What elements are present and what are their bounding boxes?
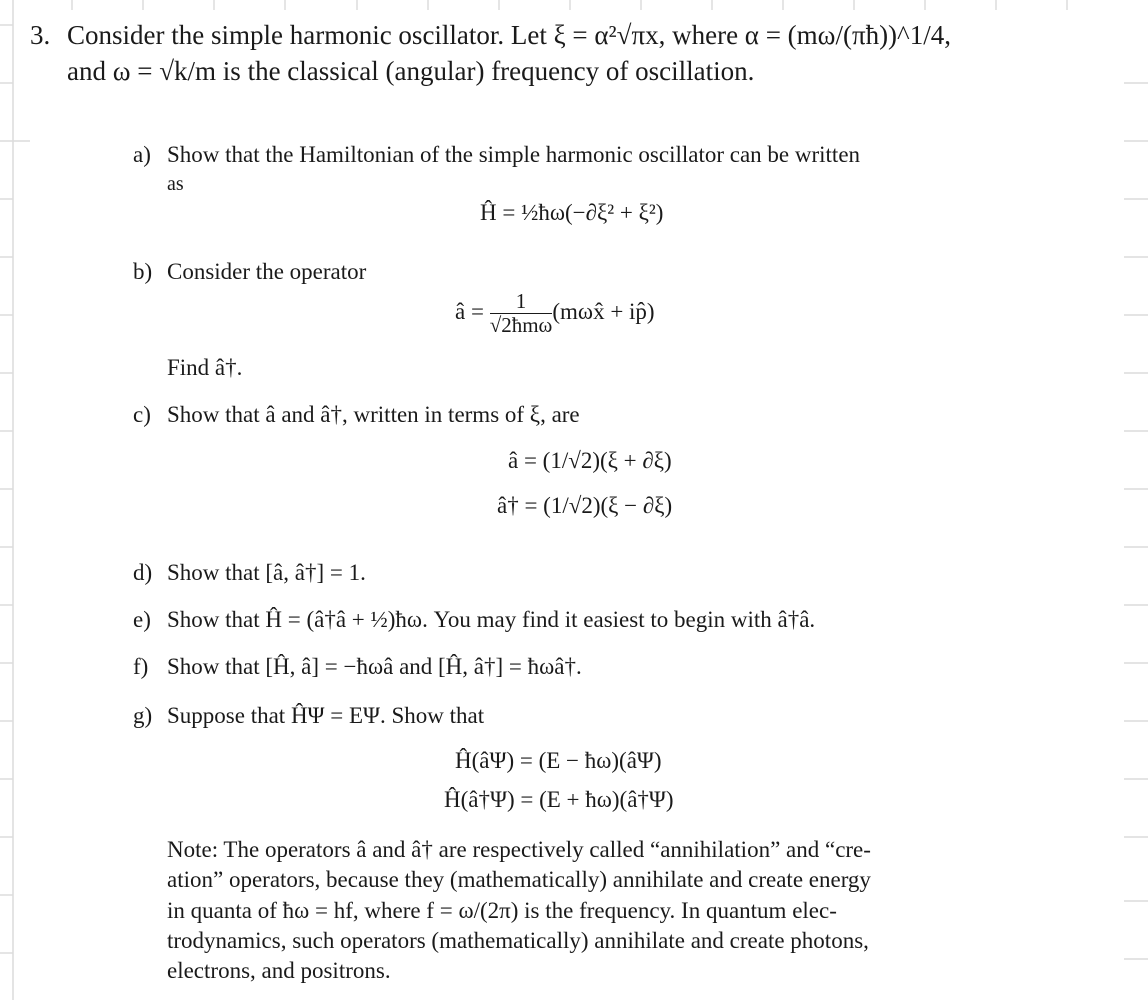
part-d-label: d) [133, 560, 153, 585]
part-a-label: a) [133, 142, 151, 167]
part-g-label: g) [133, 703, 153, 728]
lowering-operator-equation [455, 290, 655, 337]
part-g-text: Suppose that ĤΨ = EΨ. Show that [167, 703, 485, 728]
lowered-energy-equation: Ĥ(âΨ) = (E − ħω)(âΨ) [455, 748, 662, 773]
problem-intro-line2: and ω = √k/m is the classical (angular) frequency of oscillation. [67, 56, 755, 86]
note-line: electrons, and positrons. [167, 958, 391, 983]
part-a-text-cont: as [167, 173, 184, 195]
fraction [490, 290, 553, 337]
part-e-label: e) [133, 607, 151, 632]
part-c-label: c) [133, 402, 151, 427]
note-line: in quanta of ħω = hf, where f = ω/(2π) is the frequency. In quantum elec- [167, 898, 837, 923]
problem-number: 3. [30, 20, 51, 50]
part-d-text: Show that [â, â†] = 1. [167, 560, 366, 585]
part-a-text: Show that the Hamiltonian of the simple harmonic oscillator can be written [167, 142, 861, 167]
hamiltonian-equation: Ĥ = ½ħω(−∂ξ² + ξ²) [480, 200, 664, 225]
part-f-label: f) [133, 654, 149, 679]
part-b-label: b) [133, 259, 153, 284]
eq-lhs: â = [455, 298, 484, 324]
eq-rhs: (mωx̂ + ip̂) [552, 298, 655, 324]
fraction-denominator: √2ħmω [489, 313, 553, 338]
note-line: ation” operators, because they (mathematically) annihilate and create energy [167, 867, 871, 892]
fraction-numerator: 1 [490, 290, 553, 314]
part-c-text: Show that â and â†, written in terms of ξ, are [167, 402, 580, 427]
part-b-text: Consider the operator [167, 259, 367, 284]
note-line: trodynamics, such operators (mathematically) annihilate and create photons, [167, 928, 869, 953]
part-f-text: Show that [Ĥ, â] = −ħωâ and [Ĥ, â†] = ħωâ†. [167, 654, 582, 679]
part-b-find: Find â†. [167, 355, 243, 380]
note-line: Note: The operators â and â† are respectively called “annihilation” and “cre- [167, 837, 871, 862]
a-hat-xi-equation: â = (1/√2)(ξ + ∂ξ) [508, 448, 672, 473]
part-e-text: Show that Ĥ = (â†â + ½)ħω. You may find it easiest to begin with â†â. [167, 607, 816, 632]
a-dagger-xi-equation: â† = (1/√2)(ξ − ∂ξ) [497, 493, 673, 518]
raised-energy-equation: Ĥ(â†Ψ) = (E + ħω)(â†Ψ) [444, 787, 674, 812]
problem-intro-line1: Consider the simple harmonic oscillator. Let ξ = α²√πx, where α = (mω/(πħ))^1/4, [67, 20, 951, 50]
